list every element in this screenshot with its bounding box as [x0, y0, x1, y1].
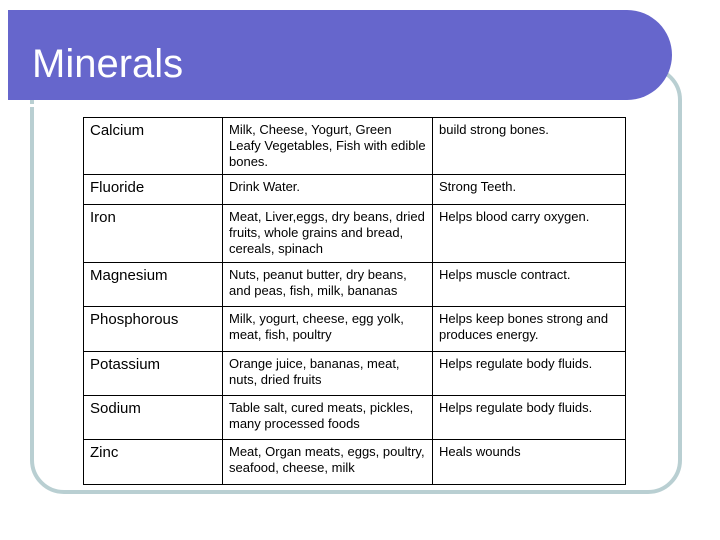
- title-underline: [16, 104, 644, 107]
- mineral-name: Calcium: [84, 118, 223, 175]
- mineral-name: Magnesium: [84, 263, 223, 307]
- mineral-sources: Milk, Cheese, Yogurt, Green Leafy Vegetables, Fish with edible bones.: [223, 118, 433, 175]
- mineral-benefit: Strong Teeth.: [433, 175, 626, 205]
- mineral-benefit: Helps muscle contract.: [433, 263, 626, 307]
- mineral-sources: Nuts, peanut butter, dry beans, and peas, fish, milk, bananas: [223, 263, 433, 307]
- mineral-benefit: Heals wounds: [433, 440, 626, 485]
- mineral-name: Zinc: [84, 440, 223, 485]
- mineral-name: Sodium: [84, 396, 223, 440]
- table-row: [84, 352, 626, 396]
- mineral-name: Iron: [84, 205, 223, 263]
- mineral-sources: Meat, Organ meats, eggs, poultry, seafood, cheese, milk: [223, 440, 433, 485]
- title-bar: [8, 10, 672, 100]
- table-row: [84, 263, 626, 307]
- table-row: [84, 175, 626, 205]
- mineral-sources: Orange juice, bananas, meat, nuts, dried fruits: [223, 352, 433, 396]
- mineral-benefit: Helps regulate body fluids.: [433, 396, 626, 440]
- table-row: [84, 205, 626, 263]
- minerals-table: [83, 117, 626, 485]
- mineral-benefit: Helps regulate body fluids.: [433, 352, 626, 396]
- mineral-sources: Meat, Liver,eggs, dry beans, dried fruits, whole grains and bread, cereals, spinach: [223, 205, 433, 263]
- mineral-name: Potassium: [84, 352, 223, 396]
- table-row: [84, 307, 626, 352]
- mineral-benefit: Helps keep bones strong and produces energy.: [433, 307, 626, 352]
- slide-title: Minerals: [32, 42, 184, 86]
- mineral-sources: Drink Water.: [223, 175, 433, 205]
- mineral-benefit: Helps blood carry oxygen.: [433, 205, 626, 263]
- mineral-name: Fluoride: [84, 175, 223, 205]
- mineral-sources: Table salt, cured meats, pickles, many processed foods: [223, 396, 433, 440]
- table-row: [84, 440, 626, 485]
- mineral-name: Phosphorous: [84, 307, 223, 352]
- mineral-sources: Milk, yogurt, cheese, egg yolk, meat, fish, poultry: [223, 307, 433, 352]
- table-row: [84, 118, 626, 175]
- mineral-benefit: build strong bones.: [433, 118, 626, 175]
- table-row: [84, 396, 626, 440]
